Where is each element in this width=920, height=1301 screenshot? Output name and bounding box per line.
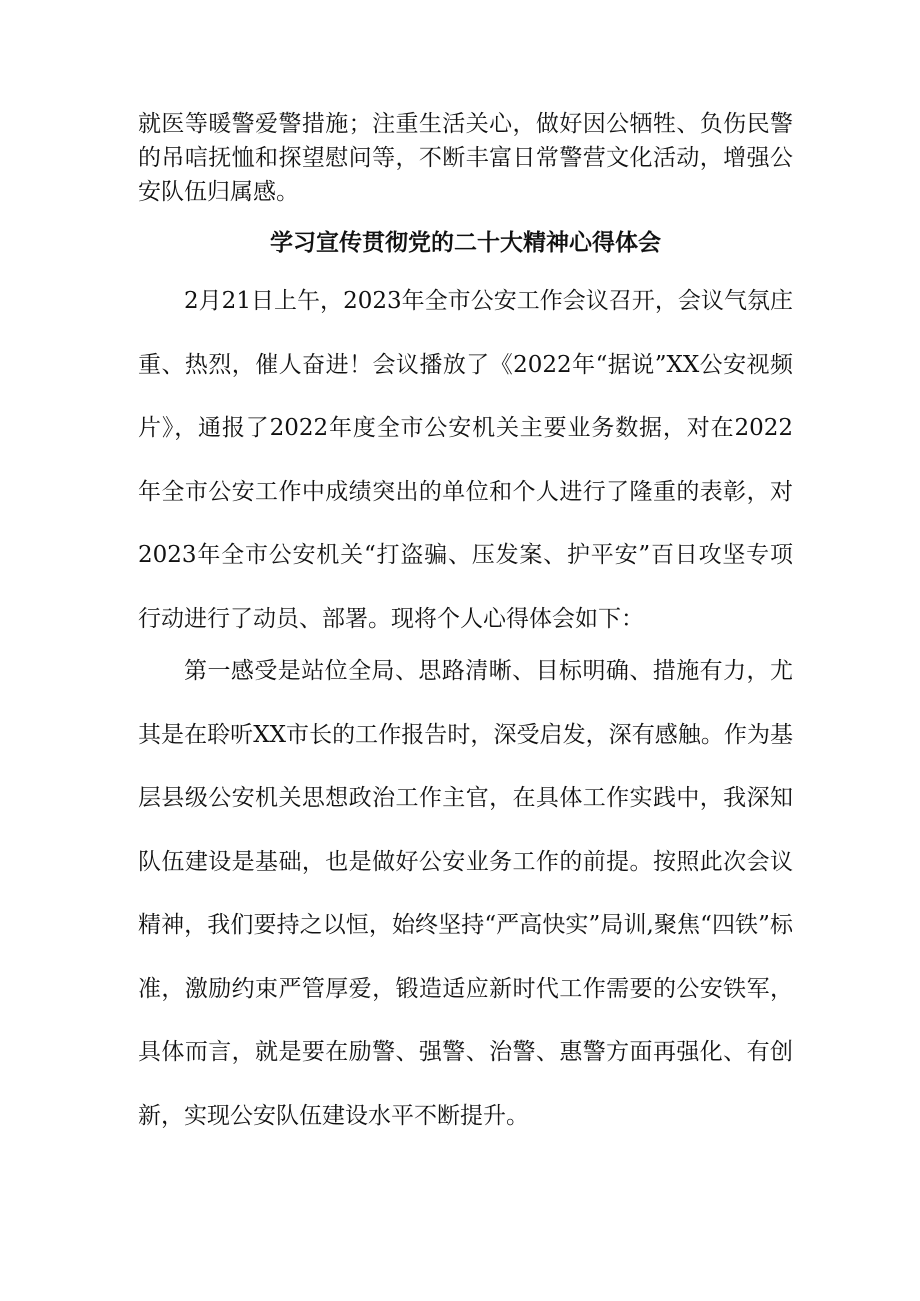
body-paragraph-2: 第一感受是站位全局、思路清晰、目标明确、措施有力，尤其是在聆听XX市长的工作报告时，深受启发，深有感触。作为基层县级公安机关思想政治工作主官，在具体工作实践中，我深知队伍建设是基础，也是做好公安业务工作的前提。按照此次会议精神，我们要持之以恒，始终坚持“严高快实”局训,聚焦“四铁”标准，激励约束严管厚爱，锻造适应新时代工作需要的公安铁军，具体而言，就是要在励警、强警、治警、惠警方面再强化、有创新，实现公安队伍建设水平不断提升。 — [138, 658, 793, 1129]
body-paragraph-1: 2月21日上午，2023年全市公安工作会议召开，会议气氛庄重、热烈，催人奋进！会议播放了《2022年“据说”XX公安视频片》，通报了2022年度全市公安机关主要业务数据，对在2022年全市公安工作中成绩突出的单位和个人进行了隆重的表彰，对2023年全市公安机关“打盗骗、压发案、护平安”百日攻坚专项行动进行了动员、部署。现将个人心得体会如下： — [138, 288, 793, 632]
document-title: 学习宣传贯彻党的二十大精神心得体会 — [270, 230, 661, 256]
continued-paragraph: 就医等暖警爱警措施；注重生活关心，做好因公牺牲、负伤民警的吊唁抚恤和探望慰问等，不断丰富日常警营文化活动，增强公安队伍归属感。 — [138, 111, 793, 205]
